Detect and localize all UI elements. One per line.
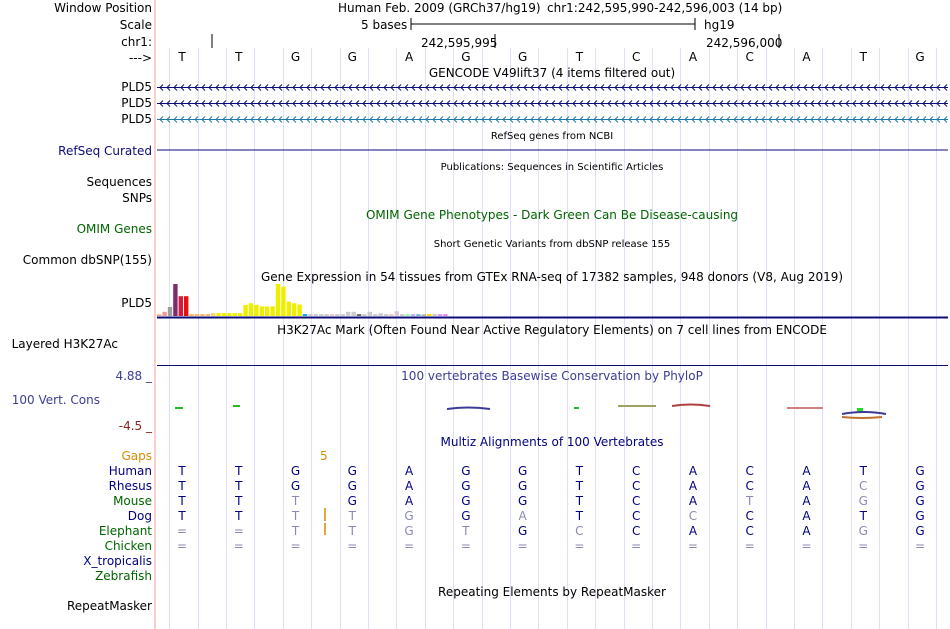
multiz-track-title[interactable]: Multiz Alignments of 100 Vertebrates <box>440 435 664 449</box>
gtex-bar <box>287 302 291 316</box>
alignment-base: A <box>802 524 811 538</box>
gtex-bar <box>292 303 296 316</box>
gtex-bar <box>216 313 220 316</box>
alignment-base: T <box>575 479 584 493</box>
alignment-base: A <box>404 464 414 478</box>
scale-bar <box>411 18 695 30</box>
base-letter: C <box>631 50 641 64</box>
gtex-bar <box>243 305 247 316</box>
gtex-bar <box>314 314 318 316</box>
gencode-gene-label-3[interactable]: PLD5 <box>121 112 152 126</box>
gtex-bar <box>254 305 258 316</box>
alignment-base: T <box>178 464 186 478</box>
chrom-label: chr1: <box>121 35 152 49</box>
conservation-ymin: -4.5 _ <box>118 419 152 433</box>
gtex-bar <box>443 314 447 316</box>
alignment-base: G <box>461 494 471 508</box>
publications-label-sequences[interactable]: Sequences <box>86 175 152 189</box>
base-letter: G <box>915 50 925 64</box>
gtex-bar <box>384 314 388 316</box>
gtex-bar <box>330 314 334 316</box>
alignment-base: G <box>517 464 528 478</box>
gtex-bar <box>373 314 377 316</box>
gtex-bar <box>189 314 193 316</box>
alignment-base: A <box>688 464 698 478</box>
gtex-bar <box>416 314 420 316</box>
gtex-bar <box>346 312 350 316</box>
gtex-bar <box>265 306 269 316</box>
conservation-label[interactable]: 100 Vert. Cons <box>11 393 100 407</box>
alignment-base: C <box>631 479 641 493</box>
alignment-base: T <box>291 524 300 538</box>
omim-track-title[interactable]: OMIM Gene Phenotypes - Dark Green Can Be Disease-causing <box>365 208 739 222</box>
conservation-ymax: 4.88 _ <box>115 369 152 383</box>
alignment-base: T <box>859 464 867 478</box>
gtex-bar <box>324 314 328 316</box>
gtex-bar <box>173 284 177 316</box>
alignment-base: = <box>858 539 869 553</box>
gtex-bar <box>222 313 226 316</box>
gencode-gene-lines <box>157 85 948 123</box>
alignment-base: G <box>517 494 528 508</box>
species-label[interactable]: Zebrafish <box>95 569 152 583</box>
alignment-base: = <box>631 539 642 553</box>
gtex-bar <box>319 314 323 316</box>
alignment-base: A <box>802 509 811 523</box>
alignment-base: A <box>802 479 811 493</box>
base-letter: A <box>404 50 414 64</box>
gtex-bar <box>206 314 210 316</box>
alignment-base: G <box>404 509 414 523</box>
alignment-base: A <box>404 494 414 508</box>
alignment-base: = <box>914 539 926 553</box>
species-label[interactable]: Chicken <box>104 539 152 553</box>
alignment-base: G <box>517 479 528 493</box>
alignment-base: T <box>235 464 243 478</box>
gtex-bar <box>297 305 301 317</box>
alignment-base: C <box>745 509 754 523</box>
alignment-base: A <box>688 479 698 493</box>
gtex-bar <box>179 296 183 316</box>
gtex-bar <box>270 306 274 316</box>
alignment-base: = <box>290 539 301 553</box>
base-letter: T <box>235 50 243 64</box>
alignment-base: T <box>575 494 584 508</box>
base-letter: G <box>517 50 528 64</box>
gtex-bar <box>378 313 382 316</box>
gtex-bar <box>427 314 431 316</box>
alignment-base: G <box>461 464 471 478</box>
base-letter: T <box>859 50 867 64</box>
gtex-bar <box>362 314 366 316</box>
gtex-bar <box>233 313 237 316</box>
gencode-gene-body <box>157 85 948 91</box>
alignment-base: T <box>178 509 186 523</box>
alignment-base: G <box>347 479 357 493</box>
alignment-base: A <box>404 479 414 493</box>
alignment-base: = <box>574 539 585 553</box>
gaps-label: Gaps <box>121 449 152 463</box>
gtex-bar <box>368 312 372 316</box>
alignment-base: G <box>461 509 471 523</box>
coord-label-1: 242,595,995 <box>421 36 498 50</box>
conservation-marks <box>175 405 886 419</box>
gtex-bar <box>162 312 166 316</box>
species-label[interactable]: X_tropicalis <box>83 554 152 568</box>
alignment-base: = <box>347 539 358 553</box>
base-letter: C <box>745 50 754 64</box>
alignment-base: C <box>631 524 641 538</box>
gtex-bar <box>335 314 339 316</box>
base-letter: A <box>802 50 811 64</box>
gencode-gene-label-1[interactable]: PLD5 <box>121 80 152 94</box>
alignment-base: C <box>859 479 868 493</box>
gtex-bar <box>195 314 199 316</box>
gtex-bar <box>389 314 393 316</box>
window-position-label: Window Position <box>54 1 152 15</box>
base-letter: T <box>575 50 584 64</box>
alignment-base: A <box>688 494 698 508</box>
species-label[interactable]: Elephant <box>98 524 152 538</box>
alignment-base: = <box>233 524 244 538</box>
alignment-base: C <box>575 524 584 538</box>
gtex-expression-bars <box>157 284 448 316</box>
alignment-base: T <box>291 494 300 508</box>
species-label[interactable]: Rhesus <box>108 479 152 493</box>
alignment-base: A <box>802 494 811 508</box>
assembly-title: Human Feb. 2009 (GRCh37/hg19) <box>338 1 541 15</box>
base-letter: G <box>461 50 471 64</box>
alignment-base: = <box>687 539 698 553</box>
gencode-gene-body <box>157 101 948 107</box>
gtex-bar <box>341 314 345 316</box>
gtex-bar <box>200 314 204 316</box>
alignment-base: C <box>745 464 754 478</box>
base-letter: G <box>347 50 357 64</box>
alignment-base: = <box>517 539 528 553</box>
alignment-base: = <box>233 539 244 553</box>
gtex-bar <box>260 306 264 316</box>
gtex-label[interactable]: PLD5 <box>121 296 152 310</box>
gtex-bar <box>308 314 312 316</box>
gencode-gene-body <box>157 117 948 123</box>
alignment-base: T <box>235 509 243 523</box>
alignment-base: T <box>859 509 867 523</box>
alignment-base: G <box>290 479 301 493</box>
gtex-bar <box>357 314 361 316</box>
gtex-bar <box>184 296 188 316</box>
scale-text: 5 bases <box>361 18 408 32</box>
dbsnp-track-title[interactable]: Short Genetic Variants from dbSNP release 155 <box>433 239 671 250</box>
gtex-bar <box>432 314 436 316</box>
refseq-track-title[interactable]: RefSeq genes from NCBI <box>490 131 614 142</box>
gtex-bar <box>303 314 307 316</box>
alignment-base: = <box>404 539 415 553</box>
alignment-base: T <box>348 524 356 538</box>
alignment-base: T <box>235 494 243 508</box>
alignment-base: A <box>802 464 811 478</box>
window-position-value: chr1:242,595,990-242,596,003 (14 bp) <box>547 1 783 15</box>
gencode-gene-label-2[interactable]: PLD5 <box>121 96 152 110</box>
gtex-bar <box>211 313 215 316</box>
conservation-track-title[interactable]: 100 vertebrates Basewise Conservation by PhyloP <box>401 369 703 383</box>
refseq-label[interactable]: RefSeq Curated <box>58 144 152 158</box>
alignment-base: G <box>915 479 925 493</box>
alignment-base: T <box>348 509 356 523</box>
alignment-base: C <box>631 464 641 478</box>
alignment-base: A <box>518 509 527 523</box>
alignment-base: T <box>575 464 584 478</box>
alignment-base: G <box>915 524 925 538</box>
alignment-base: = <box>460 539 471 553</box>
alignment-base: T <box>235 479 243 493</box>
alignment-base: C <box>688 509 698 523</box>
gtex-bar <box>400 314 404 316</box>
alignment-base: = <box>176 539 188 553</box>
alignment-base: G <box>915 464 925 478</box>
db-label: hg19 <box>704 18 735 32</box>
repeatmasker-track-title[interactable]: Repeating Elements by RepeatMasker <box>438 585 666 599</box>
alignment-base: G <box>858 524 868 538</box>
gtex-bar <box>411 314 415 316</box>
alignment-base: C <box>631 509 641 523</box>
gtex-bar <box>395 311 399 316</box>
publications-track-title[interactable]: Publications: Sequences in Scientific Articles <box>440 162 664 173</box>
alignment-base: C <box>631 494 641 508</box>
alignment-base: A <box>688 524 698 538</box>
gtex-bar <box>227 313 231 316</box>
alignment-base: G <box>858 494 868 508</box>
gencode-track-title[interactable]: GENCODE V49lift37 (4 items filtered out) <box>428 66 676 80</box>
gtex-bar <box>168 307 172 316</box>
species-label[interactable]: Human <box>108 464 152 478</box>
gtex-bar <box>238 313 242 316</box>
h3k27ac-label[interactable]: Layered H3K27Ac <box>11 337 118 351</box>
gtex-bar <box>249 303 253 316</box>
alignment-base: G <box>915 494 925 508</box>
dbsnp-label[interactable]: Common dbSNP(155) <box>22 253 152 267</box>
publications-label-snps[interactable]: SNPs <box>122 191 152 205</box>
gtex-bar <box>405 314 409 316</box>
gtex-bar <box>351 312 355 316</box>
alignment-base: C <box>745 524 754 538</box>
omim-label[interactable]: OMIM Genes <box>76 222 152 236</box>
alignment-base: G <box>915 509 925 523</box>
coord-label-2: 242,596,000 <box>706 36 783 50</box>
alignment-base: G <box>347 494 357 508</box>
h3k27ac-track-title[interactable]: H3K27Ac Mark (Often Found Near Active Regulatory Elements) on 7 cell lines from ENCODE <box>277 323 827 337</box>
alignment-base: T <box>178 479 186 493</box>
alignment-base: T <box>291 509 300 523</box>
alignment-base: G <box>517 524 528 538</box>
gtex-bar <box>438 314 442 316</box>
alignment-base: = <box>801 539 812 553</box>
repeatmasker-label[interactable]: RepeatMasker <box>66 599 152 613</box>
gtex-track-title[interactable]: Gene Expression in 54 tissues from GTEx RNA-seq of 17382 samples, 948 donors (V8, Aug 2019) <box>260 270 844 284</box>
alignment-base: T <box>462 524 470 538</box>
alignment-base: = <box>176 524 188 538</box>
alignment-base: G <box>461 479 471 493</box>
alignment-base: T <box>178 494 186 508</box>
base-letter: G <box>290 50 301 64</box>
gap-count: 5 <box>320 449 328 463</box>
gtex-bar <box>157 314 161 316</box>
species-label[interactable]: Dog <box>127 509 152 523</box>
alignment-base: T <box>746 494 754 508</box>
alignment-base: = <box>744 539 755 553</box>
base-letter: T <box>178 50 186 64</box>
strand-arrow-label: ---> <box>128 51 152 65</box>
gtex-bar <box>281 287 285 316</box>
scale-label: Scale <box>119 18 152 32</box>
species-label[interactable]: Mouse <box>113 494 152 508</box>
alignment-base: G <box>347 464 357 478</box>
alignment-base: G <box>404 524 414 538</box>
alignment-base: T <box>575 509 584 523</box>
base-letter: A <box>688 50 698 64</box>
gtex-bar <box>422 314 426 316</box>
alignment-base: G <box>290 464 301 478</box>
alignment-base: C <box>745 479 754 493</box>
gtex-bar <box>276 284 280 316</box>
